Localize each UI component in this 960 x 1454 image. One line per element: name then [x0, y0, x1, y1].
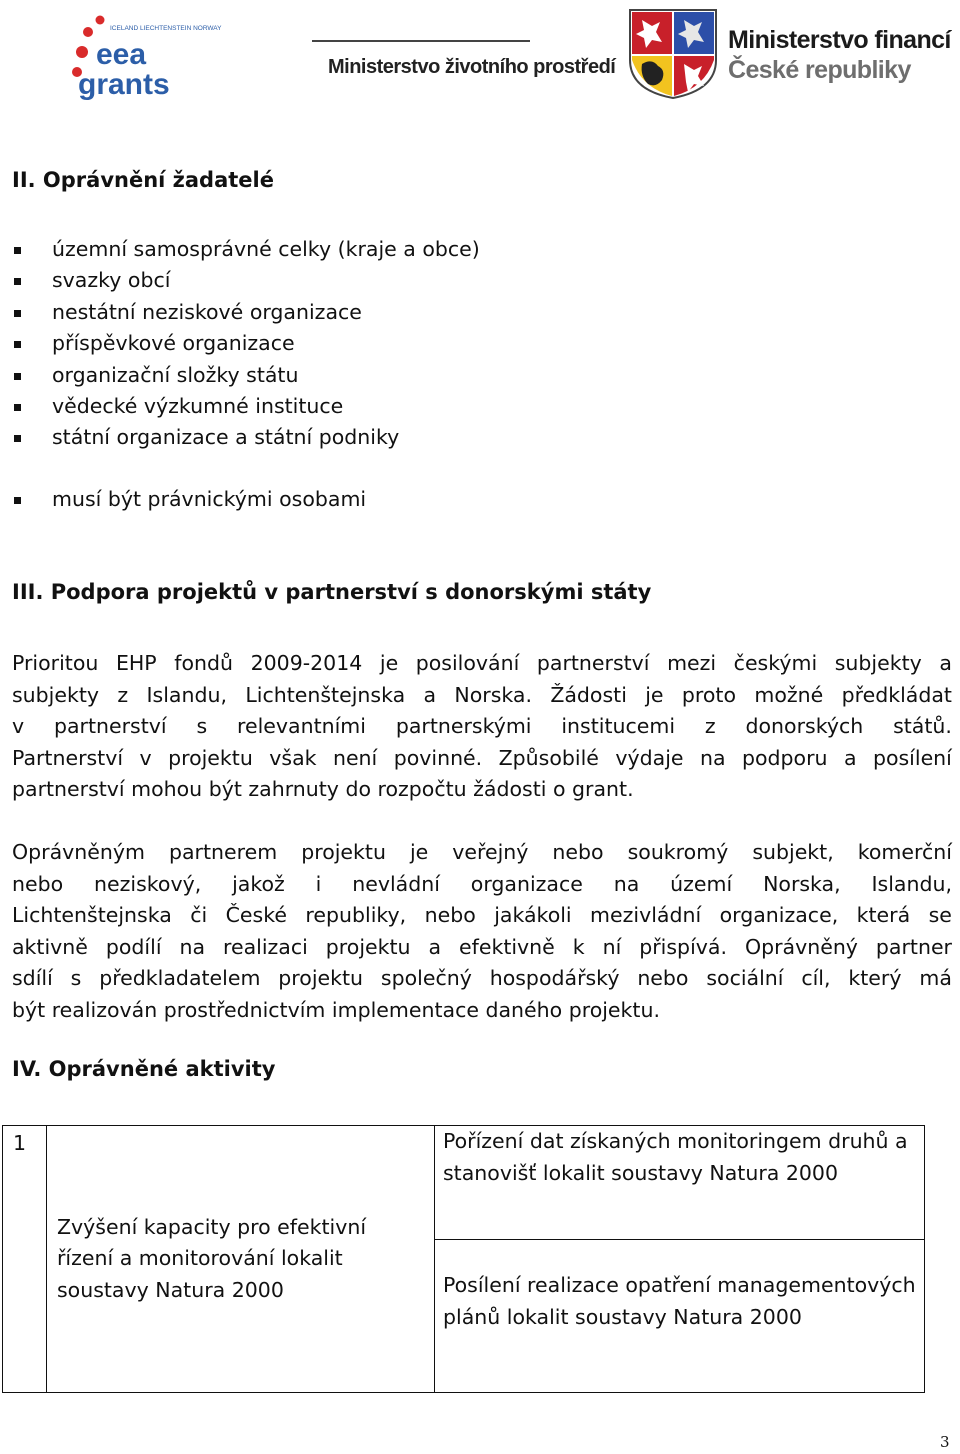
- text-line: aktivně podílí na realizaci projektu a efektivně k ní přispívá. Oprávněný partner: [12, 934, 952, 959]
- bullet-square-icon: [14, 373, 21, 380]
- bullet-square-icon: [14, 341, 21, 348]
- activity-number: 1: [3, 1126, 47, 1393]
- logo-header: [0, 0, 960, 115]
- section3-paragraph-1: [12, 648, 952, 806]
- bullet-square-icon: [14, 247, 21, 254]
- mf-logo-line2: České republiky: [728, 56, 911, 84]
- text-line: Oprávněným partnerem projektu je veřejný nebo soukromý subjekt, komerční: [12, 840, 952, 864]
- text-line: subjekty z Islandu, Lichtenštejnska a Norska. Žádosti je proto možné předkládat: [12, 682, 952, 707]
- mzp-divider-line: [312, 40, 530, 42]
- svg-text:ICELAND LIECHTENSTEIN NORWAY: ICELAND LIECHTENSTEIN NORWAY: [110, 25, 222, 32]
- page-number: 3: [940, 1433, 950, 1451]
- svg-text:grants: grants: [78, 68, 170, 101]
- activity-item-1: Pořízení dat získaných monitoringem druhů a stanovišť lokalit soustavy Natura 2000: [435, 1126, 925, 1240]
- list-item: státní organizace a státní podniky: [12, 422, 480, 453]
- text-line: být realizován prostřednictvím implementace daného projektu.: [12, 997, 660, 1022]
- section3-paragraph-2: [12, 837, 952, 1026]
- text-line: Lichtenštejnska či České republiky, nebo jakákoli mezivládní organizace, která se: [12, 903, 952, 927]
- list-item: organizační složky státu: [12, 360, 480, 391]
- activities-table: [2, 1125, 925, 1393]
- section4-heading: IV. Oprávněné aktivity: [12, 1057, 276, 1081]
- coat-of-arms-icon: [628, 8, 718, 100]
- text-line: nebo neziskový, jakož i nevládní organizace na území Norska, Islandu,: [12, 871, 952, 896]
- activity-goal: Zvýšení kapacity pro efektivní řízení a monitorování lokalit soustavy Natura 2000: [47, 1126, 435, 1393]
- list-item: vědecké výzkumné instituce: [12, 391, 480, 422]
- text-line: partnerství mohou být zahrnuty do rozpočtu žádosti o grant.: [12, 777, 634, 801]
- text-line: Prioritou EHP fondů 2009-2014 je posilování partnerství mezi českými subjekty a: [12, 651, 952, 675]
- eea-grants-logo: [70, 12, 222, 102]
- bullet-square-icon: [14, 310, 21, 317]
- section2-heading: II. Oprávnění žadatelé: [12, 168, 274, 192]
- list-item: územní samosprávné celky (kraje a obce): [12, 234, 480, 265]
- applicant-note: musí být právnickými osobami: [12, 484, 366, 515]
- bullet-square-icon: [14, 497, 21, 504]
- list-item: příspěvkové organizace: [12, 328, 480, 359]
- bullet-square-icon: [14, 404, 21, 411]
- text-line: sdílí s předkladatelem projektu společný hospodářský nebo sociální cíl, který má: [12, 966, 952, 990]
- mzp-logo-text: Ministerstvo životního prostředí: [328, 56, 616, 78]
- list-item: nestátní neziskové organizace: [12, 297, 480, 328]
- section3-heading: III. Podpora projektů v partnerství s donorskými státy: [12, 580, 652, 604]
- bullet-square-icon: [14, 278, 21, 285]
- list-item: svazky obcí: [12, 265, 480, 296]
- activity-item-2: Posílení realizace opatření managementových plánů lokalit soustavy Natura 2000: [435, 1240, 925, 1393]
- applicant-list: [12, 234, 480, 454]
- svg-text:eea: eea: [96, 38, 147, 71]
- text-line: Partnerství v projektu však není povinné. Způsobilé výdaje na podporu a posílení: [12, 745, 952, 770]
- bullet-square-icon: [14, 435, 21, 442]
- text-line: v partnerství s relevantními partnerskými institucemi z donorských států.: [12, 714, 952, 738]
- mf-logo-line1: Ministerstvo financí: [728, 26, 951, 54]
